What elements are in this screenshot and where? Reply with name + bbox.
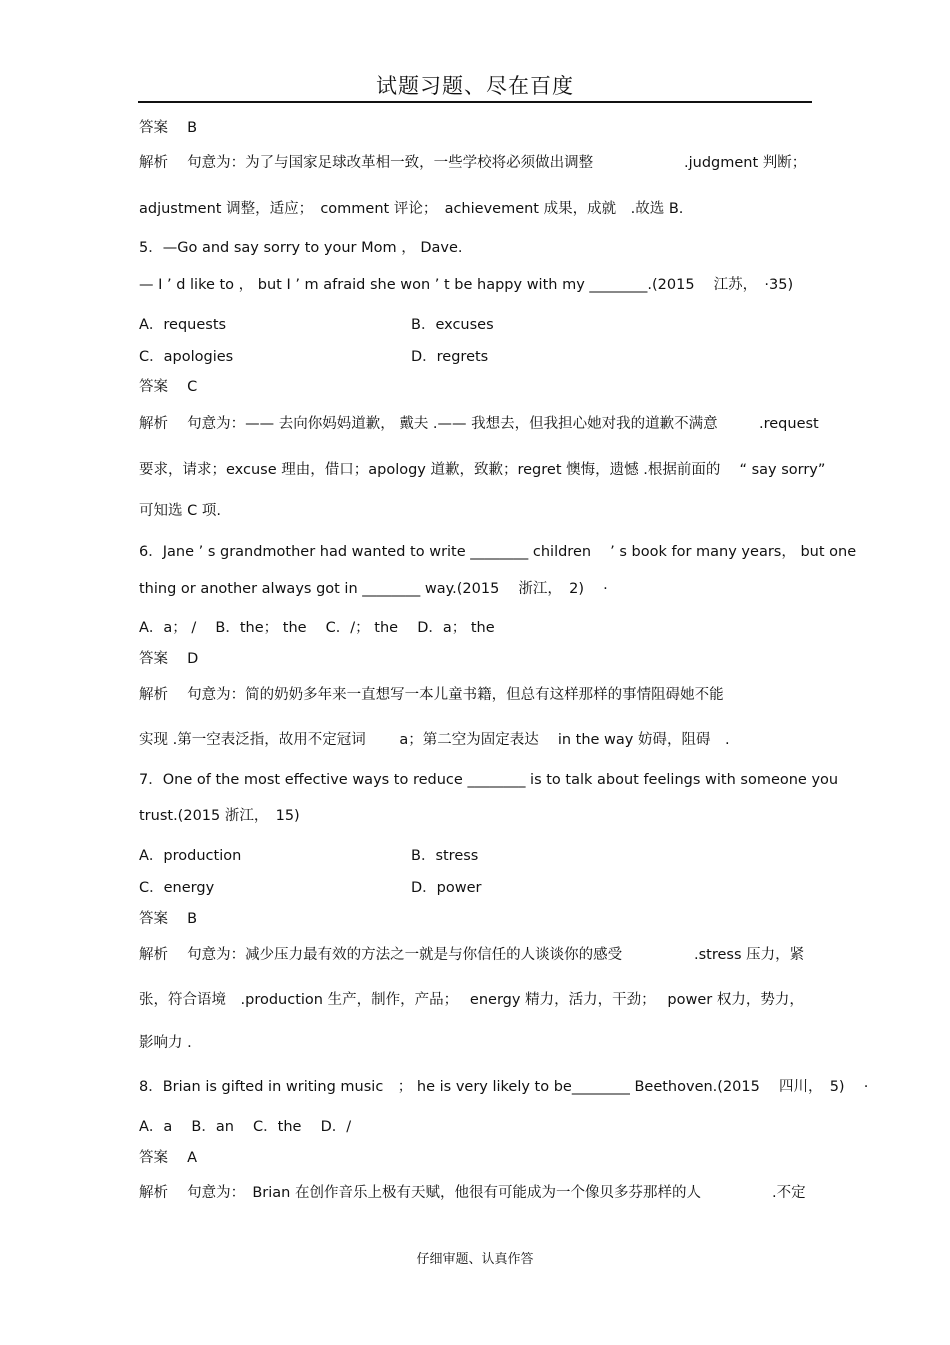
option-line: A．a B．an C．the D．/ <box>139 1119 352 1135</box>
question-line: 7．One of the most effective ways to reduce ________ is to talk about feelings with someone you <box>139 772 839 788</box>
analysis-line: 要求，请求；excuse 理由，借口；apology 道歉，致歉；regret 懊悔，遗憾 .根据前面的 “ say sorry” <box>139 462 826 478</box>
analysis-line: 解析 句意为： Brian 在创作音乐上极有天赋，他很有可能成为一个像贝多芬那样的人 .不定 <box>139 1185 806 1201</box>
question-line: 5．—Go and say sorry to your Mom ， Dave. <box>139 240 463 256</box>
page-header-title: 试题习题、尽在百度 <box>376 74 574 98</box>
question-line: thing or another always got in ________ way.(2015 浙江， 2) · <box>139 581 608 597</box>
question-line: trust.(2015 浙江， 15) <box>139 808 300 824</box>
question-line: — I ’ d like to ， but I ’ m afraid she won ’ t be happy with my ________.(2015 江苏， ·35) <box>139 277 794 293</box>
page-footer: 仔细审题、认真作答 <box>416 1252 534 1267</box>
analysis-line: adjustment 调整，适应； comment 评论； achievement 成果，成就 .故选 B. <box>139 201 684 217</box>
answer-line: 答案 B <box>139 120 198 136</box>
option-line: C．apologies D．regrets <box>139 349 489 365</box>
analysis-line: 解析 句意为：—— 去向你妈妈道歉， 戴夫 .—— 我想去，但我担心她对我的道歉不满意 .request <box>139 416 819 432</box>
analysis-line: 解析 句意为：简的奶奶多年来一直想写一本儿童书籍，但总有这样那样的事情阻碍她不能 <box>139 687 724 703</box>
analysis-line: 可知选 C 项. <box>139 503 221 519</box>
question-line: 6．Jane ’ s grandmother had wanted to write ________ children ’ s book for many years， but one <box>139 544 857 560</box>
analysis-line: 影响力 . <box>139 1035 192 1051</box>
analysis-line: 解析 句意为：为了与国家足球改革相一致，一些学校将必须做出调整 .judgment 判断； <box>139 155 807 171</box>
answer-line: 答案 A <box>139 1150 198 1166</box>
option-line: A．requests B．excuses <box>139 317 494 333</box>
analysis-line: 解析 句意为：减少压力最有效的方法之一就是与你信任的人谈谈你的感受 .stress 压力，紧 <box>139 947 805 963</box>
analysis-line: 张，符合语境 .production 生产，制作，产品； energy 精力，活力，干劲； power 权力，势力， <box>139 992 804 1008</box>
option-line: C．energy D．power <box>139 880 482 896</box>
answer-line: 答案 C <box>139 379 198 395</box>
option-line: A．a； / B．the； the C．/； the D．a； the <box>139 620 495 636</box>
answer-line: 答案 B <box>139 911 198 927</box>
analysis-line: 实现 .第一空表泛指，故用不定冠词 a；第二空为固定表达 in the way 妨碍，阻碍 . <box>139 732 730 748</box>
answer-line: 答案 D <box>139 651 199 667</box>
question-line: 8．Brian is gifted in writing music ； he is very likely to be________ Beethoven.(2015 四川， 5) · <box>139 1079 869 1095</box>
header-divider <box>138 101 812 103</box>
option-line: A．production B．stress <box>139 848 479 864</box>
